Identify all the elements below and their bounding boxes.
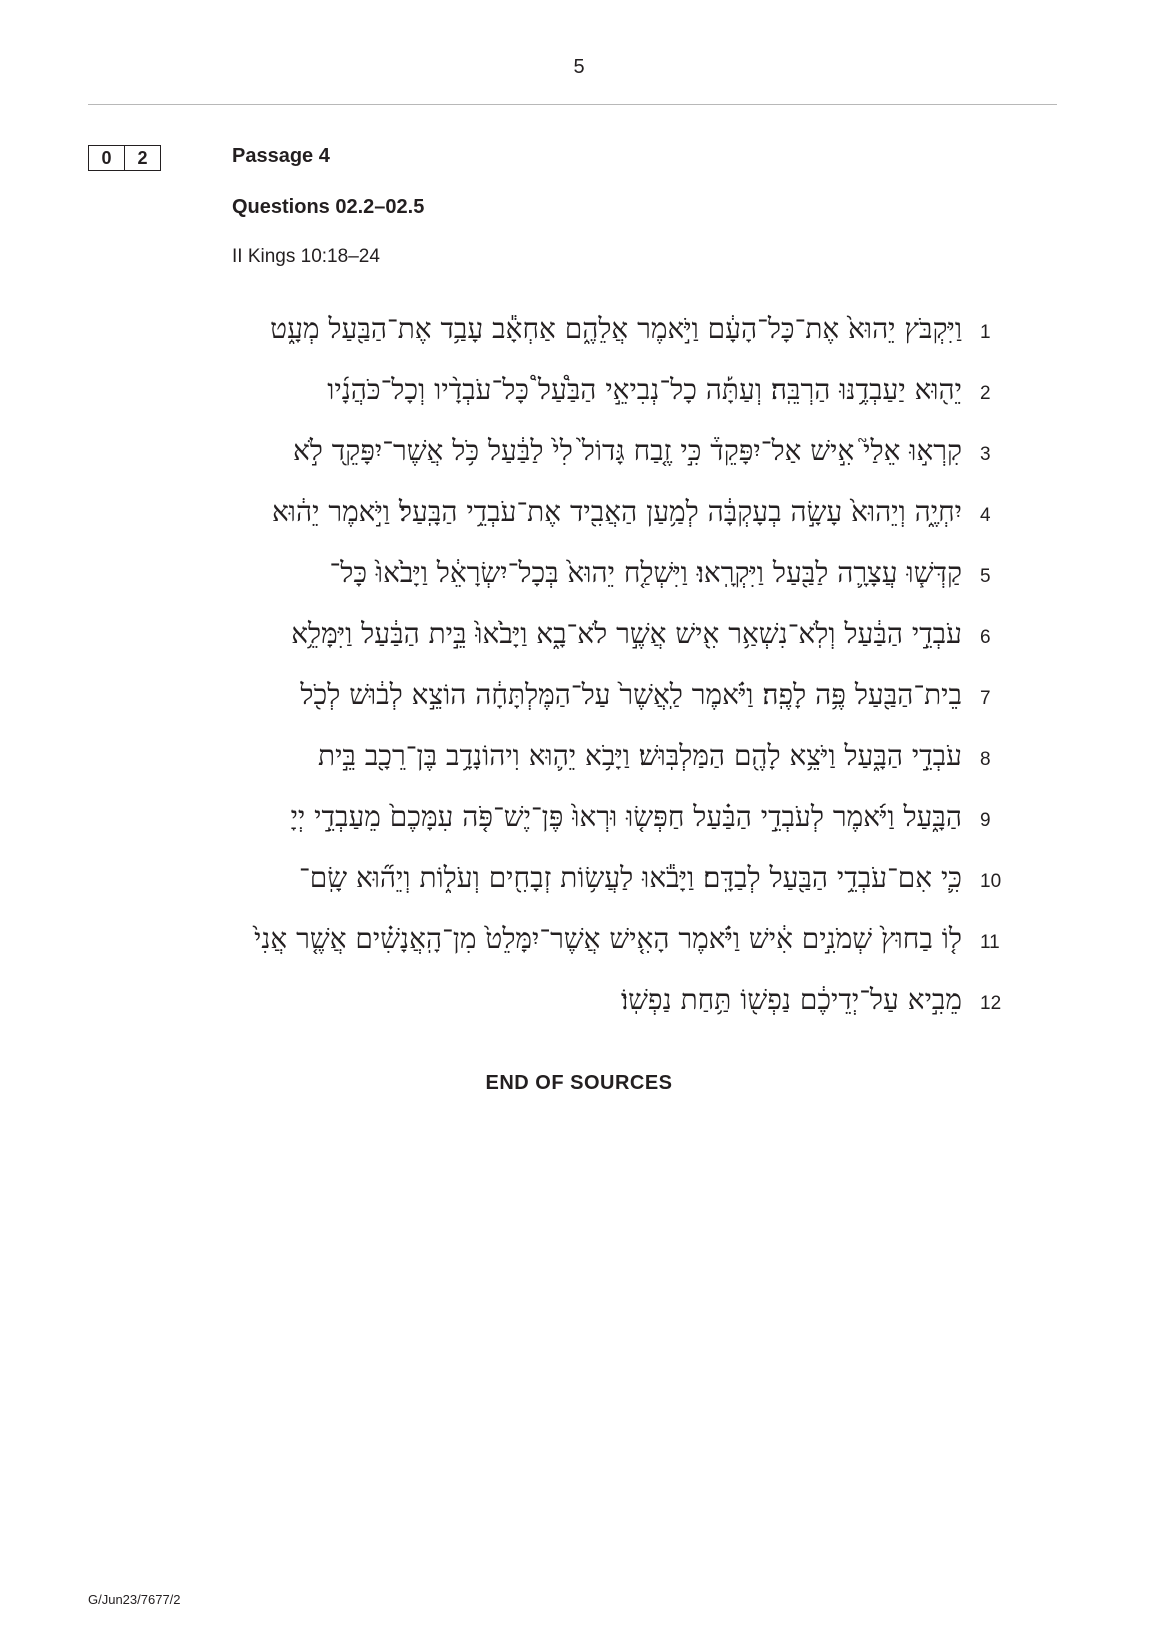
scripture-reference: II Kings 10:18–24: [232, 246, 380, 267]
line-number: 12: [980, 993, 1002, 1014]
passage-line: [130, 678, 1030, 739]
passage-title: Passage 4: [232, 145, 330, 167]
page-number: 5: [573, 56, 585, 78]
passage-line: [130, 556, 1030, 617]
passage-line: [130, 373, 1030, 434]
hebrew-line-text: עֹבְדֵ֣י הַבָּ֑עַל וַיֹּצֵ֥א לָהֶ֖ם הַמַּלְבּֽוּשׁ׃ וַיָּבֹ֥א יֵה֛וּא וִיהוֹנָדָ֥ב בֶּן־רֵכָ֖ב בֵּ֣ית: [318, 739, 962, 772]
passage-line: [130, 983, 1030, 1044]
passage-line: [130, 617, 1030, 678]
question-number-box: [88, 145, 161, 171]
passage-line: [130, 495, 1030, 556]
line-number: 8: [980, 749, 991, 770]
hebrew-line-text: יִחְיֶ֑ה וְיֵהוּא֙ עָשָׂ֣ה בְעָקְבָּ֔ה לְמַ֥עַן הַאֲבִ֖יד אֶת־עֹבְדֵ֥י הַבָּֽעַל׃ וַיֹּ֣אמֶר יֵה֔וּא: [272, 495, 962, 528]
line-number: 3: [980, 444, 991, 465]
hebrew-line-text: בֵית־הַבַּ֖עַל פֶּ֥ה לָפֶֽה׃ וַיֹּ֗אמֶר לַֽאֲשֶׁר֙ עַל־הַמֶּלְתָּחָ֔ה הוֹצֵ֣א לְב֔וּשׁ לְכֹ֖ל: [300, 678, 962, 711]
passage-line: [130, 434, 1030, 495]
hebrew-line-text: יֵה֖וּא יַעַבְדֶ֥נּוּ הַרְבֵּֽה׃ וְעַתָּ֡ה כָל־נְבִיאֵ֣י הַבַּ֩עַל֩ כָּל־עֹבְדָ֨יו וְכָל־כֹּהֲנָ֜יו: [327, 373, 962, 406]
passage-line: [130, 312, 1030, 373]
line-number: 1: [980, 322, 991, 343]
hebrew-line-text: מֵבִ֣יא עַל־יְדֵיכֶ֔ם נַפְשׁ֖וֹ תַּ֥חַת נַפְשֽׁוֹ׃: [620, 983, 962, 1016]
footer-code: G/Jun23/7677/2: [88, 1592, 181, 1607]
hebrew-line-text: קַדְּשׁ֧וּ עֲצָרָ֛ה לַבַּ֖עַל וַיִּקְרָֽאוּ׃ וַיִּשְׁלַ֤ח יֵהוּא֙ בְּכָל־יִשְׂרָאֵ֔ל וַיָּבֹ֙אוּ֙ כָּל־: [329, 556, 962, 589]
top-divider: [88, 104, 1057, 105]
line-number: 7: [980, 688, 991, 709]
end-of-sources-label: END OF SOURCES: [485, 1072, 673, 1094]
hebrew-line-text: הַבָּ֑עַל וַיֹּ֜אמֶר לְעֹבְדֵ֣י הַבַּ֗עַל חַפְּשׂ֤וּ וּרְאוּ֙ פֶּן־יֶשׁ־פֹּ֤ה עִמָּכֶם֙ מֵעַבְדֵ֣י יְיָ: [290, 800, 962, 833]
question-number-digit: 2: [124, 146, 160, 170]
line-number: 11: [980, 932, 1000, 953]
line-number: 9: [980, 810, 991, 831]
hebrew-line-text: כִּ֛י אִם־עֹבְדֵ֥י הַבַּ֖עַל לְבַדָּֽם׃ וַיָּבֹ֕אוּ לַעֲשׂ֥וֹת זְבָחִ֖ים וְעֹל֑וֹת וְיֵה֞וּא שָֽׂם־: [299, 861, 962, 894]
passage-line: [130, 800, 1030, 861]
line-number: 4: [980, 505, 991, 526]
hebrew-line-text: קִרְא֣וּ אֵלַי֮ אִ֣ישׁ אַל־יִפָּקֵד֒ כִּ֣י זֶ֤בַח גָּדוֹל֙ לִי֙ לַבַּ֔עַל כֹּ֥ל אֲשֶׁר־יִפָּקֵ֖ד לֹ֣א: [293, 434, 962, 467]
hebrew-line-text: וַיִּקְבֹּץ יֵהוּא֙ אֶת־כָּל־הָעָ֔ם וַיֹּ֣אמֶר אֲלֵהֶ֑ם אַחְאָ֕ב עָבַ֥ד אֶת־הַבַּ֖עַל מְעָ֑ט: [270, 312, 962, 345]
hebrew-line-text: עֹבְדֵ֣י הַבַּ֔עַל וְלֹֽא־נִשְׁאַ֥ר אִ֖ישׁ אֲשֶׁ֣ר לֹא־בָ֑א וַיָּבֹ֙אוּ֙ בֵּ֣ית הַבַּ֔עַל וַיִּמָּלֵ֥א: [291, 617, 962, 650]
line-number: 2: [980, 383, 991, 404]
questions-label: Questions 02.2–02.5: [232, 196, 425, 218]
line-number: 10: [980, 871, 1002, 892]
line-number: 5: [980, 566, 991, 587]
passage-line: [130, 861, 1030, 922]
line-number: 6: [980, 627, 991, 648]
passage-line: [130, 739, 1030, 800]
hebrew-passage: [130, 312, 1030, 1044]
question-number-digit: 0: [101, 148, 112, 168]
hebrew-line-text: ל֤וֹ בַחוּץ֙ שְׁמֹנִ֣ים אִ֔ישׁ וַיֹּ֗אמֶר הָאִ֤ישׁ אֲשֶׁר־יִמָּלֵט֙ מִן־הָֽאֲנָשִׁ֗ים אֲשֶׁ֤ר אֲנִי֙: [253, 922, 962, 955]
passage-line: [130, 922, 1030, 983]
